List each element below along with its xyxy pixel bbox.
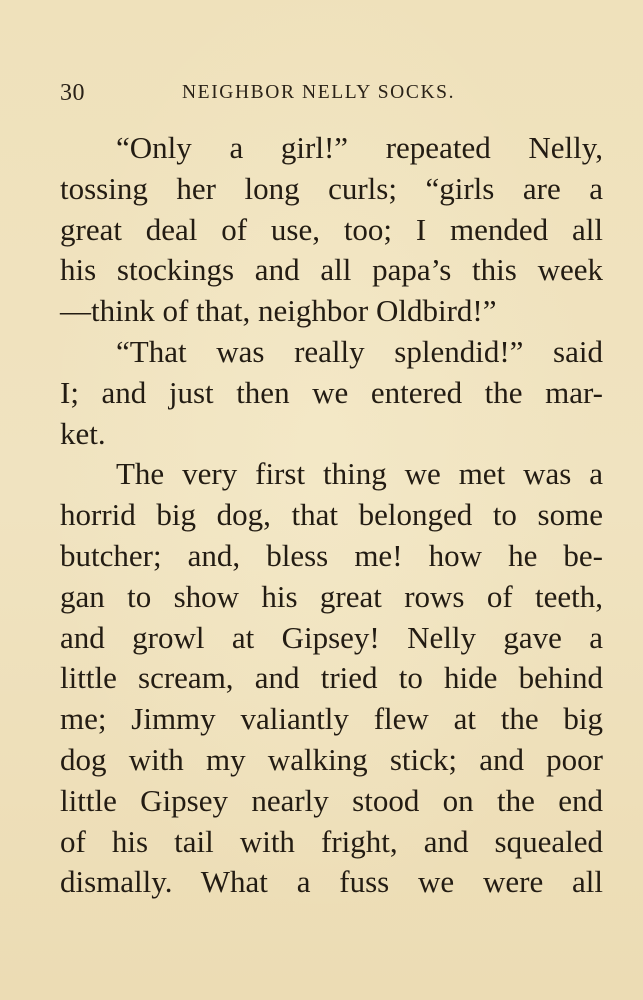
text-line: I; and just then we entered the mar- bbox=[60, 374, 603, 410]
text-line: —think of that, neighbor Oldbird!” bbox=[60, 293, 497, 329]
text-line: his stockings and all papa’s this week bbox=[60, 252, 603, 288]
text-line: ket. bbox=[60, 415, 106, 451]
text-line: tossing her long curls; “girls are a bbox=[60, 170, 603, 206]
text-line: dismally. What a fuss we were all bbox=[60, 864, 603, 900]
text-line: butcher; and, bless me! how he be- bbox=[60, 537, 603, 573]
text-line: of his tail with fright, and squealed bbox=[60, 823, 603, 859]
text-line: horrid big dog, that belonged to some bbox=[60, 497, 603, 533]
running-title: NEIGHBOR NELLY SOCKS. bbox=[182, 82, 456, 103]
text-line: “Only a girl!” repeated Nelly, bbox=[116, 130, 603, 165]
text-line: and growl at Gipsey! Nelly gave a bbox=[60, 619, 603, 655]
text-line: The very first thing we met was a bbox=[116, 456, 603, 492]
body-text bbox=[60, 128, 603, 903]
text-line: gan to show his great rows of teeth, bbox=[60, 578, 603, 614]
text-line: little Gipsey nearly stood on the end bbox=[60, 782, 603, 818]
page-header bbox=[60, 80, 600, 110]
text-line: little scream, and tried to hide behind bbox=[60, 660, 603, 696]
text-line: me; Jimmy valiantly flew at the big bbox=[60, 701, 603, 737]
text-line: great deal of use, too; I mended all bbox=[60, 211, 603, 247]
text-line: “That was really splendid!” said bbox=[116, 333, 603, 369]
text-line: dog with my walking stick; and poor bbox=[60, 741, 603, 777]
page-number: 30 bbox=[60, 80, 85, 106]
